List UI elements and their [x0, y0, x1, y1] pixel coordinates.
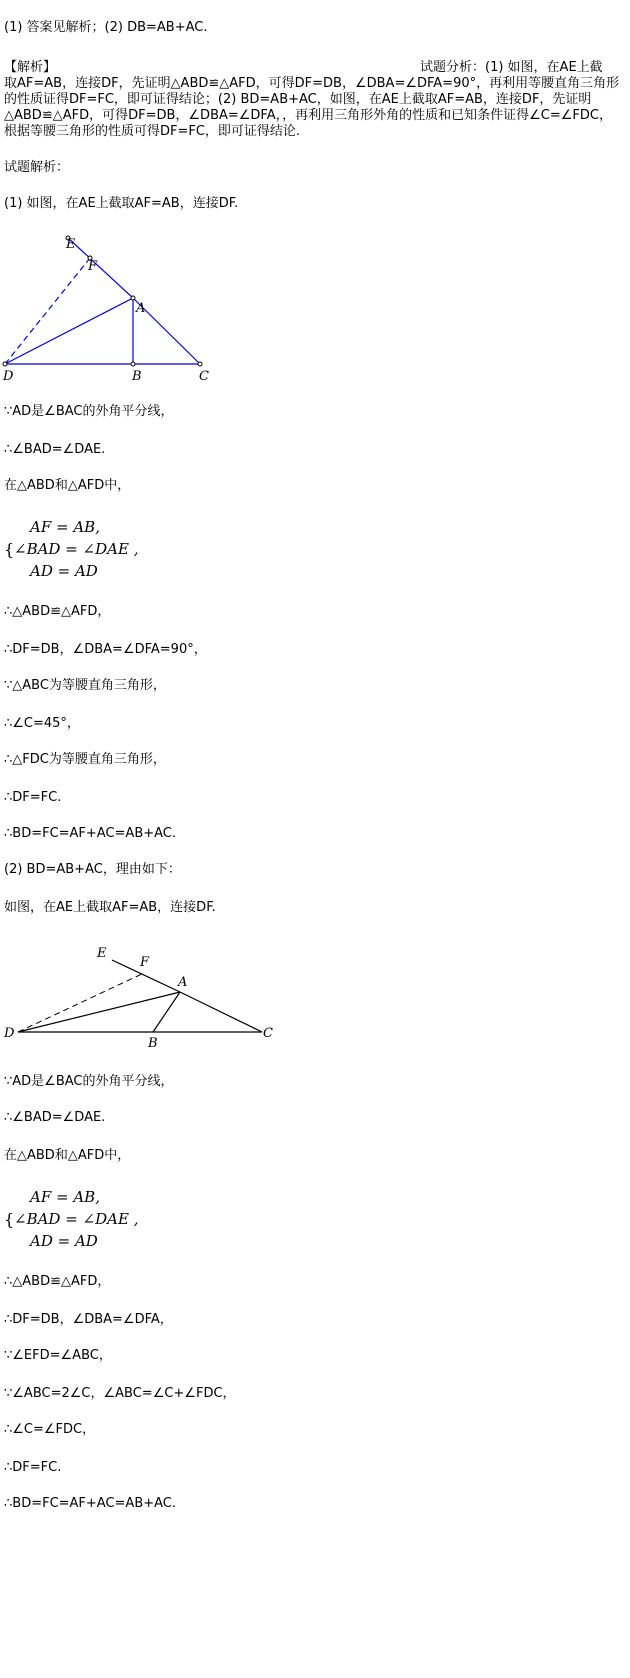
p1-line-4: ∴△ABD≌△AFD， — [4, 604, 111, 619]
p1-line-8: ∴△FDC为等腰直角三角形， — [4, 752, 166, 767]
part2-head: (2) BD=AB+AC，理由如下： — [4, 862, 181, 877]
p1-line-1: ∵AD是∠BAC的外角平分线， — [4, 404, 174, 419]
p2-math-1: AF = AB, — [30, 1188, 100, 1206]
label-B: B — [148, 1036, 158, 1051]
part1-intro: (1) 如图，在AE上截取AF=AB，连接DF. — [4, 196, 239, 211]
p1-line-7: ∴∠C=45°， — [4, 716, 80, 731]
analysis-right-text: 试题分析：(1) 如图，在AE上截 — [420, 60, 603, 75]
p1-line-5: ∴DF=DB，∠DBA=∠DFA=90°， — [4, 642, 207, 657]
label-E: E — [66, 237, 76, 252]
answer-line: (1) 答案见解析；(2) DB=AB+AC. — [4, 20, 208, 35]
p2-line-6: ∵∠EFD=∠ABC， — [4, 1348, 112, 1363]
figure-1 — [0, 228, 220, 388]
analysis-header: 【解析】 — [4, 60, 57, 75]
p1-math-2: ∠BAD = ∠DAE , — [14, 540, 139, 558]
p1-math-1: AF = AB, — [30, 518, 100, 536]
label-C: C — [199, 369, 209, 384]
p2-line-7: ∵∠ABC=2∠C，∠ABC=∠C+∠FDC， — [4, 1386, 236, 1401]
p2-brace: { — [4, 1210, 15, 1229]
p1-line-9: ∴DF=FC. — [4, 790, 62, 805]
p2-math-2: ∠BAD = ∠DAE , — [14, 1210, 139, 1228]
p2-math-3: AD = AD — [30, 1232, 98, 1250]
p1-line-10: ∴BD=FC=AF+AC=AB+AC. — [4, 826, 177, 841]
p1-line-2: ∴∠BAD=∠DAE. — [4, 442, 106, 457]
p1-line-3: 在△ABD和△AFD中， — [4, 478, 131, 493]
label-C: C — [263, 1026, 273, 1041]
p1-brace: { — [4, 540, 15, 559]
p2-line-8: ∴∠C=∠FDC， — [4, 1422, 96, 1437]
label-A: A — [136, 301, 146, 316]
p2-line-10: ∴BD=FC=AF+AC=AB+AC. — [4, 1496, 177, 1511]
label-E: E — [97, 946, 107, 961]
label-D: D — [4, 1026, 15, 1041]
figure-2 — [0, 940, 300, 1055]
analysis-body: 取AF=AB，连接DF，先证明△ABD≌△AFD，可得DF=DB，∠DBA=∠DFA=90°，再利用等腰直角三角形的性质证得DF=FC，即可证得结论；(2) BD=AB+AC，如图，在AE上截取AF=AB，连接DF，先证明△ABD≌△AFD，可得DF=DB，∠DBA=∠DFA，，再利用三角形外角的性质和已知条件证得∠C=∠FDC，根据等腰三角形的性质可得DF=FC，即可证得结论. — [4, 76, 620, 139]
p2-line-3: 在△ABD和△AFD中， — [4, 1148, 131, 1163]
p2-line-5: ∴DF=DB，∠DBA=∠DFA， — [4, 1312, 173, 1327]
p1-math-3: AD = AD — [30, 562, 98, 580]
part2-intro: 如图，在AE上截取AF=AB，连接DF. — [4, 900, 216, 915]
label-F: F — [88, 259, 98, 274]
p1-line-6: ∵△ABC为等腰直角三角形， — [4, 678, 166, 693]
p2-line-4: ∴△ABD≌△AFD， — [4, 1274, 111, 1289]
solution-title: 试题解析： — [4, 160, 70, 175]
label-B: B — [132, 369, 142, 384]
p2-line-2: ∴∠BAD=∠DAE. — [4, 1110, 106, 1125]
p2-line-9: ∴DF=FC. — [4, 1460, 62, 1475]
label-A: A — [178, 975, 188, 990]
p2-line-1: ∵AD是∠BAC的外角平分线， — [4, 1074, 174, 1089]
label-D: D — [3, 369, 14, 384]
label-F: F — [140, 955, 150, 970]
